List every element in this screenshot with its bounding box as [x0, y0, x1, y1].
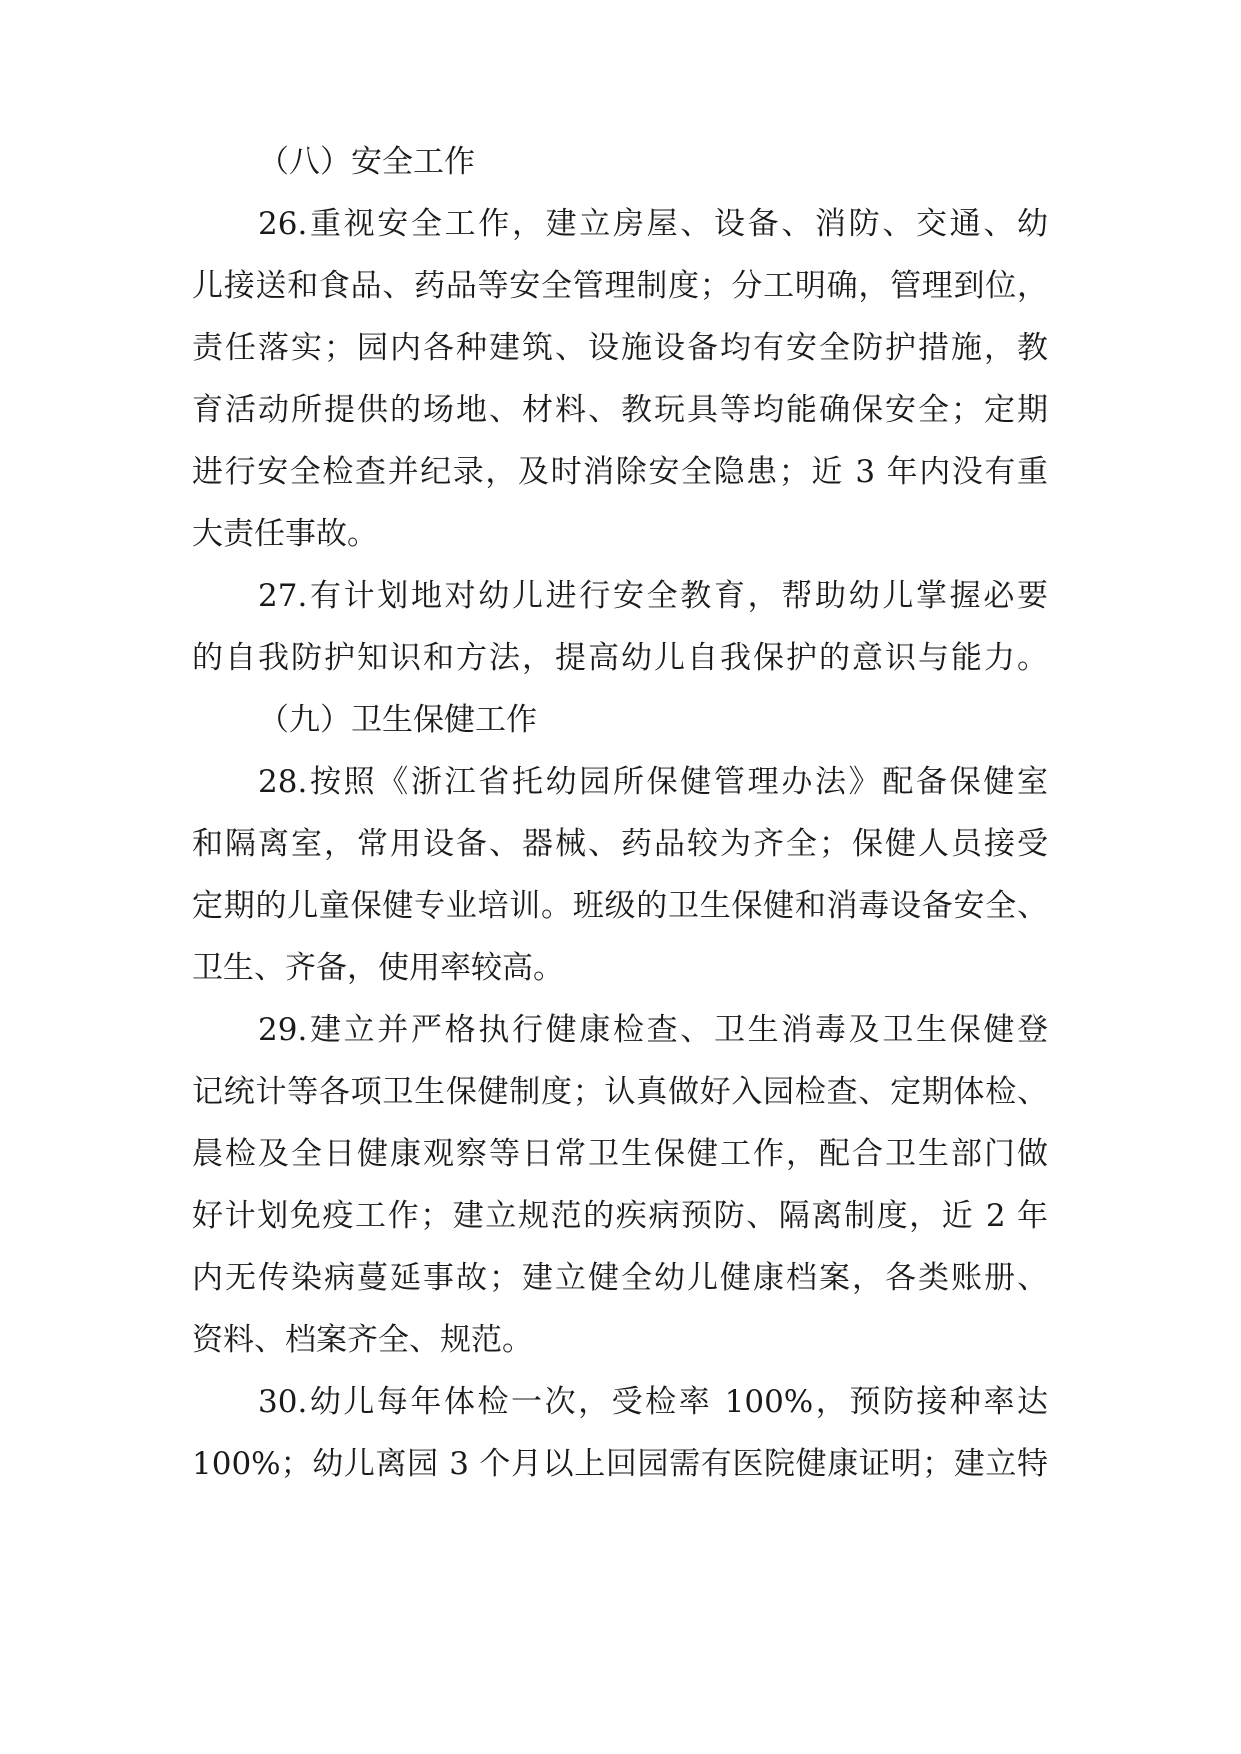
item-29-line-4: 好计划免疫工作；建立规范的疾病预防、隔离制度，近 2 年 — [192, 1198, 1048, 1234]
item-27-line-2: 的自我防护知识和方法，提高幼儿自我保护的意识与能力。 — [192, 640, 1048, 676]
item-30-line-1: 30.幼儿每年体检一次，受检率 100%，预防接种率达 — [258, 1384, 1048, 1420]
item-30-line-2: 100%；幼儿离园 3 个月以上回园需有医院健康证明；建立特 — [192, 1446, 1048, 1482]
item-29-line-1: 29.建立并严格执行健康检查、卫生消毒及卫生保健登 — [258, 1012, 1048, 1048]
item-29-line-6: 资料、档案齐全、规范。 — [192, 1322, 533, 1358]
item-26-line-6: 大责任事故。 — [192, 516, 378, 552]
item-29-line-3: 晨检及全日健康观察等日常卫生保健工作，配合卫生部门做 — [192, 1136, 1048, 1172]
section-heading-health: （九）卫生保健工作 — [258, 702, 537, 738]
item-28-line-2: 和隔离室，常用设备、器械、药品较为齐全；保健人员接受 — [192, 826, 1048, 862]
item-29-line-2: 记统计等各项卫生保健制度；认真做好入园检查、定期体检、 — [192, 1074, 1048, 1110]
item-28-line-4: 卫生、齐备，使用率较高。 — [192, 950, 564, 986]
item-28-line-1: 28.按照《浙江省托幼园所保健管理办法》配备保健室 — [258, 764, 1048, 800]
section-heading-safety: （八）安全工作 — [258, 144, 475, 180]
item-26-line-4: 育活动所提供的场地、材料、教玩具等均能确保安全；定期 — [192, 392, 1048, 428]
item-29-line-5: 内无传染病蔓延事故；建立健全幼儿健康档案，各类账册、 — [192, 1260, 1048, 1296]
item-26-line-5: 进行安全检查并纪录，及时消除安全隐患；近 3 年内没有重 — [192, 454, 1048, 490]
item-26-line-2: 儿接送和食品、药品等安全管理制度；分工明确，管理到位， — [192, 268, 1048, 304]
item-26-line-3: 责任落实；园内各种建筑、设施设备均有安全防护措施，教 — [192, 330, 1048, 366]
item-28-line-3: 定期的儿童保健专业培训。班级的卫生保健和消毒设备安全、 — [192, 888, 1048, 924]
item-26-line-1: 26.重视安全工作，建立房屋、设备、消防、交通、幼 — [258, 206, 1048, 242]
item-27-line-1: 27.有计划地对幼儿进行安全教育，帮助幼儿掌握必要 — [258, 578, 1048, 614]
